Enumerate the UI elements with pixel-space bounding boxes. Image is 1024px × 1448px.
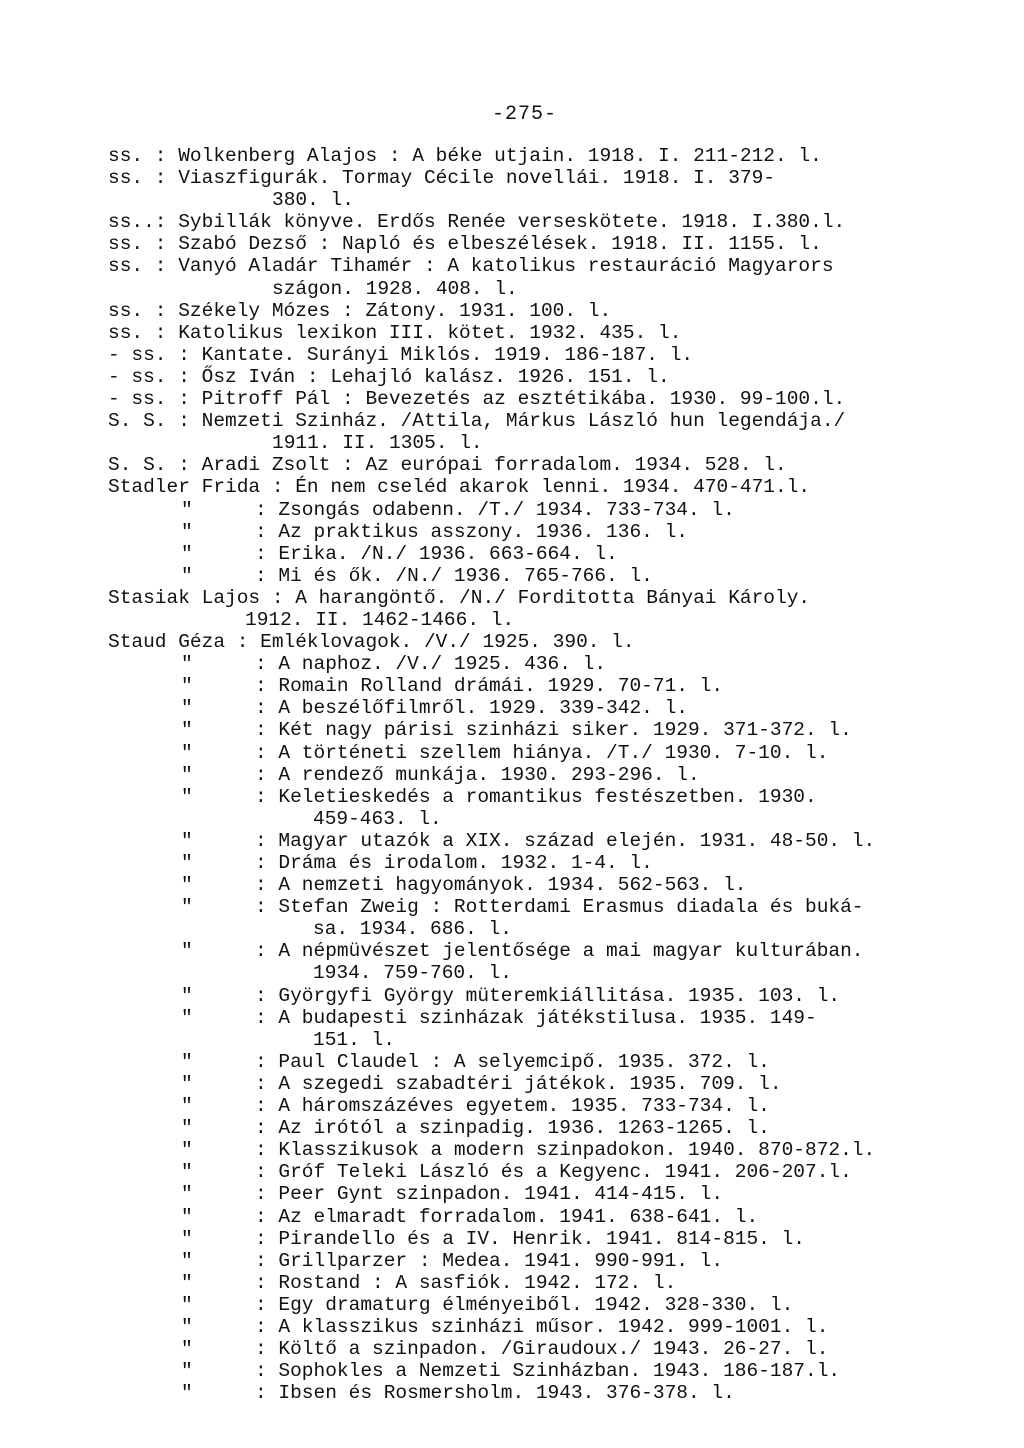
ditto-mark: " [181, 1249, 193, 1272]
ditto-mark: " [181, 1072, 193, 1095]
entry-line [0, 1095, 1024, 1117]
entry-text: : Dráma és irodalom. 1932. 1-4. l. [255, 852, 653, 874]
entry-line [0, 1382, 1024, 1404]
entry-text: - ss. : Pitroff Pál : Bevezetés az esztétikába. 1930. 99-100.l. [108, 388, 846, 411]
page-number: -275- [492, 103, 558, 126]
entry-text: ss. : Wolkenberg Alajos : A béke utjain. 1918. I. 211-212. l. [108, 145, 822, 167]
entry-text: : Egy dramaturg élményeiből. 1942. 328-330. l. [255, 1293, 794, 1316]
ditto-mark: " [181, 1006, 193, 1029]
bibliography-list [0, 145, 1024, 1404]
entry-text: sa. 1934. 686. l. [313, 918, 512, 941]
entry-text: : A háromszázéves egyetem. 1935. 733-734. l. [255, 1095, 770, 1118]
ditto-mark: " [181, 896, 193, 919]
entry-line [0, 432, 1024, 454]
entry-line [0, 300, 1024, 322]
entry-line [0, 653, 1024, 675]
entry-line [0, 675, 1024, 697]
entry-line [0, 410, 1024, 432]
entry-line [0, 1117, 1024, 1139]
ditto-mark: " [181, 653, 193, 676]
entry-text: : Ibsen és Rosmersholm. 1943. 376-378. l. [255, 1382, 735, 1405]
entry-text: S. S. : Nemzeti Szinház. /Attila, Márkus László hun legendája./ [108, 410, 846, 433]
entry-line [0, 388, 1024, 410]
entry-line [0, 1029, 1024, 1051]
entry-text: - ss. : Kantate. Surányi Miklós. 1919. 186-187. l. [108, 343, 694, 366]
entry-text: : Költő a szinpadon. /Giraudoux./ 1943. 26-27. l. [255, 1338, 829, 1361]
entry-line [0, 521, 1024, 543]
entry-text: : Erika. /N./ 1936. 663-664. l. [255, 542, 618, 565]
entry-text: : Az irótól a szinpadig. 1936. 1263-1265. l. [255, 1117, 770, 1140]
entry-line [0, 1139, 1024, 1161]
entry-line [0, 1250, 1024, 1272]
entry-text: : A népmüvészet jelentősége a mai magyar kulturában. [255, 940, 864, 963]
entry-line [0, 1294, 1024, 1316]
entry-line [0, 786, 1024, 808]
ditto-mark: " [181, 1382, 193, 1405]
ditto-mark: " [181, 520, 193, 543]
ditto-mark: " [181, 1139, 193, 1162]
entry-text: ss..: Sybillák könyve. Erdős Renée verseskötete. 1918. I.380.l. [108, 211, 846, 234]
ditto-mark: " [181, 1227, 193, 1250]
entry-text: : Magyar utazók a XIX. század elején. 1931. 48-50. l. [255, 829, 876, 852]
entry-text: : A naphoz. /V./ 1925. 436. l. [255, 653, 607, 676]
entry-text: : Peer Gynt szinpadon. 1941. 414-415. l. [255, 1183, 724, 1206]
ditto-mark: " [181, 564, 193, 587]
entry-text: : Pirandello és a IV. Henrik. 1941. 814-815. l. [255, 1227, 805, 1250]
entry-line [0, 962, 1024, 984]
ditto-mark: " [181, 829, 193, 852]
entry-line [0, 631, 1024, 653]
entry-text: : Mi és ők. /N./ 1936. 765-766. l. [255, 564, 653, 587]
entry-text: S. S. : Aradi Zsolt : Az európai forradalom. 1934. 528. l. [108, 454, 787, 477]
entry-text: : Rostand : A sasfiók. 1942. 172. l. [255, 1271, 677, 1294]
entry-line [0, 1206, 1024, 1228]
entry-line [0, 1007, 1024, 1029]
ditto-mark: " [181, 874, 193, 897]
ditto-mark: " [181, 785, 193, 808]
entry-line [0, 454, 1024, 476]
ditto-mark: " [181, 1095, 193, 1118]
ditto-mark: " [181, 940, 193, 963]
entry-text: ss. : Viaszfigurák. Tormay Cécile novellái. 1918. I. 379- [108, 167, 776, 190]
ditto-mark: " [181, 741, 193, 764]
entry-text: : Sophokles a Nemzeti Szinházban. 1943. 186-187.l. [255, 1360, 841, 1383]
entry-text: : Két nagy párisi szinházi siker. 1929. 371-372. l. [255, 719, 852, 742]
entry-line [0, 278, 1024, 300]
entry-line [0, 233, 1024, 255]
entry-text: Stasiak Lajos : A harangöntő. /N./ Forditotta Bányai Károly. [108, 586, 811, 609]
entry-line [0, 896, 1024, 918]
entry-line [0, 918, 1024, 940]
ditto-mark: " [181, 1360, 193, 1383]
ditto-mark: " [181, 763, 193, 786]
entry-text: ss. : Szabó Dezső : Napló és elbeszélések. 1918. II. 1155. l. [108, 233, 822, 256]
entry-line [0, 543, 1024, 565]
entry-text: : Zsongás odabenn. /T./ 1934. 733-734. l. [255, 498, 735, 521]
entry-line [0, 211, 1024, 233]
entry-line [0, 366, 1024, 388]
entry-line [0, 830, 1024, 852]
entry-text: : Keletieskedés a romantikus festészetben. 1930. [255, 785, 817, 808]
ditto-mark: " [181, 1161, 193, 1184]
entry-text: : Klasszikusok a modern szinpadokon. 1940. 870-872.l. [255, 1139, 876, 1162]
entry-text: : Grillparzer : Medea. 1941. 990-991. l. [255, 1249, 724, 1272]
ditto-mark: " [181, 1293, 193, 1316]
ditto-mark: " [181, 542, 193, 565]
entry-text: ss. : Katolikus lexikon III. kötet. 1932. 435. l. [108, 321, 682, 344]
entry-line [0, 1272, 1024, 1294]
entry-line [0, 255, 1024, 277]
ditto-mark: " [181, 852, 193, 874]
ditto-mark: " [181, 1338, 193, 1361]
entry-text: : Stefan Zweig : Rotterdami Erasmus diadala és buká- [255, 896, 864, 919]
ditto-mark: " [181, 675, 193, 698]
entry-text: 459-463. l. [313, 807, 442, 830]
entry-text: : Romain Rolland drámái. 1929. 70-71. l. [255, 675, 724, 698]
entry-text: : Paul Claudel : A selyemcipő. 1935. 372. l. [255, 1050, 770, 1073]
entry-text: : Györgyfi György müteremkiállitása. 1935. 103. l. [255, 984, 841, 1007]
entry-line [0, 742, 1024, 764]
entry-text: : A szegedi szabadtéri játékok. 1935. 709. l. [255, 1072, 782, 1095]
entry-line [0, 322, 1024, 344]
entry-text: : Az elmaradt forradalom. 1941. 638-641. l. [255, 1205, 759, 1228]
entry-text: : A rendező munkája. 1930. 293-296. l. [255, 763, 700, 786]
entry-line [0, 344, 1024, 366]
ditto-mark: " [181, 1050, 193, 1073]
entry-text: Stadler Frida : Én nem cseléd akarok lenni. 1934. 470-471.l. [108, 476, 811, 499]
entry-line [0, 499, 1024, 521]
ditto-mark: " [181, 498, 193, 521]
entry-text: 1934. 759-760. l. [313, 962, 512, 985]
ditto-mark: " [181, 1315, 193, 1338]
entry-text: 1912. II. 1462-1466. l. [245, 608, 515, 631]
entry-text: Staud Géza : Emléklovagok. /V./ 1925. 390. l. [108, 631, 635, 654]
ditto-mark: " [181, 1271, 193, 1294]
entry-line [0, 940, 1024, 962]
entry-line [0, 764, 1024, 786]
entry-text: 380. l. [272, 189, 354, 212]
entry-text: 151. l. [313, 1028, 395, 1051]
entry-line [0, 719, 1024, 741]
entry-line [0, 609, 1024, 631]
entry-text: : A nemzeti hagyományok. 1934. 562-563. l. [255, 874, 747, 897]
ditto-mark: " [181, 719, 193, 742]
entry-line [0, 189, 1024, 211]
entry-line [0, 565, 1024, 587]
ditto-mark: " [181, 984, 193, 1007]
entry-line [0, 985, 1024, 1007]
ditto-mark: " [181, 1183, 193, 1206]
entry-line [0, 808, 1024, 830]
entry-text: : A budapesti szinházak játékstilusa. 1935. 149- [255, 1006, 817, 1029]
entry-text: : A klasszikus szinházi műsor. 1942. 999-1001. l. [255, 1315, 829, 1338]
entry-line [0, 852, 1024, 874]
entry-line [0, 167, 1024, 189]
ditto-mark: " [181, 1205, 193, 1228]
ditto-mark: " [181, 1117, 193, 1140]
entry-text: - ss. : Ősz Iván : Lehajló kalász. 1926. 151. l. [108, 365, 670, 388]
entry-line [0, 1360, 1024, 1382]
entry-line [0, 587, 1024, 609]
entry-text: 1911. II. 1305. l. [272, 432, 483, 455]
entry-line [0, 1228, 1024, 1250]
entry-text: : A beszélőfilmről. 1929. 339-342. l. [255, 697, 688, 720]
entry-line [0, 1073, 1024, 1095]
ditto-mark: " [181, 697, 193, 720]
entry-text: : A történeti szellem hiánya. /T./ 1930. 7-10. l. [255, 741, 829, 764]
entry-line [0, 1338, 1024, 1360]
entry-text: : Az praktikus asszony. 1936. 136. l. [255, 520, 688, 543]
entry-line [0, 476, 1024, 498]
entry-text: ss. : Vanyó Aladár Tihamér : A katolikus restauráció Magyarors [108, 255, 834, 278]
entry-line [0, 1316, 1024, 1338]
entry-line [0, 1183, 1024, 1205]
entry-line [0, 1051, 1024, 1073]
entry-line [0, 145, 1024, 167]
entry-text: ss. : Székely Mózes : Zátony. 1931. 100. l. [108, 299, 612, 322]
entry-text: : Gróf Teleki László és a Kegyenc. 1941. 206-207.l. [255, 1161, 852, 1184]
entry-line [0, 874, 1024, 896]
entry-line [0, 697, 1024, 719]
entry-text: szágon. 1928. 408. l. [272, 277, 518, 300]
entry-line [0, 1161, 1024, 1183]
